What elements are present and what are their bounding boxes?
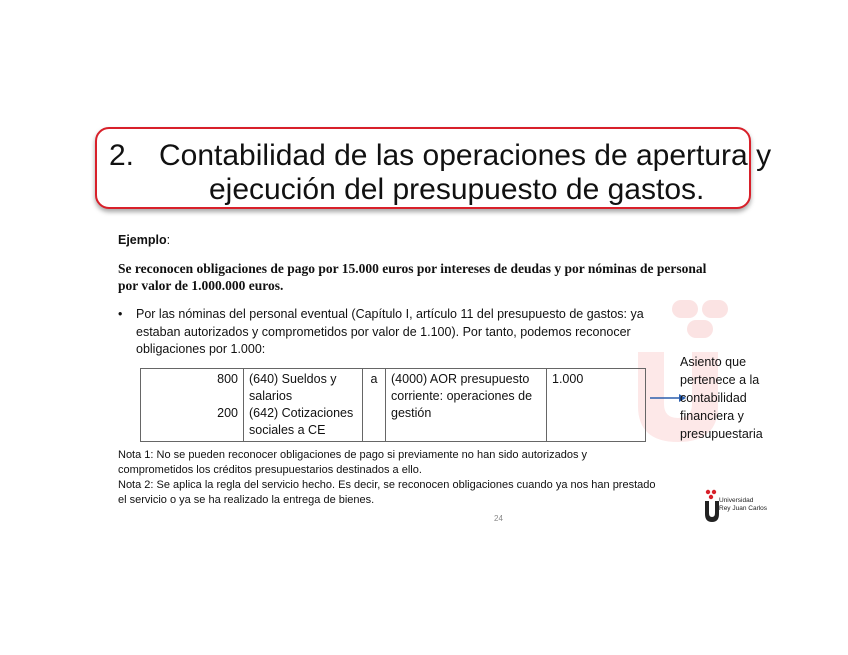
debit-amount: 800 [217,372,238,386]
example-colon: : [166,233,171,247]
credit-account-cell: (4000) AOR presupuesto corriente: operaciones de gestión [386,369,547,442]
side-annotation: Asiento que pertenece a la contabilidad financiera y presupuestaria [680,355,763,441]
debit-account: (642) Cotizaciones sociales a CE [249,406,354,437]
watermark-dots [672,300,732,340]
debit-accounts-cell [244,369,363,442]
debit-amounts-cell [141,369,244,442]
example-label: Ejemplo [118,233,167,247]
connector-cell: a [363,369,386,442]
university-name: Universidad Rey Juan Carlos [719,497,768,512]
title-line-1: Contabilidad de las operaciones de apertura y [159,139,772,172]
note-1: Nota 1: No se pueden reconocer obligaciones de pago si previamente no han sido autorizados y comprometidos los créditos presupuestarios destinados a ello. [118,449,588,476]
example-heading [118,233,170,247]
credit-amount-cell: 1.000 [547,369,646,442]
example-statement: Se reconocen obligaciones de pago por 15.000 euros por intereses de deudas y por nóminas de personal por valor de 1.000.000 euros. [118,261,707,293]
bullet-text: Por las nóminas del personal eventual (Capítulo I, artículo 11 del presupuesto de gastos: ya estaban autorizados y comprometidos por valor de 1.100). Por tanto, podemos reconocer obligaciones por 1.000: [136,307,644,356]
title-number: 2. [109,139,135,172]
note-2: Nota 2: Se aplica la regla del servicio hecho. Es decir, se reconocen obligaciones cuando ya nos han prestado el servicio o ya se ha realizado la entrega de bienes. [118,479,656,506]
notes-block [118,448,658,508]
debit-amount: 200 [217,406,238,420]
title-line-2: ejecución del presupuesto de gastos. [209,173,705,206]
debit-account: (640) Sueldos y salarios [249,372,337,403]
page-number: 24 [494,514,503,523]
slide-title-box [95,127,772,209]
bullet-dot: • [118,307,123,321]
journal-entry-table [140,368,646,442]
